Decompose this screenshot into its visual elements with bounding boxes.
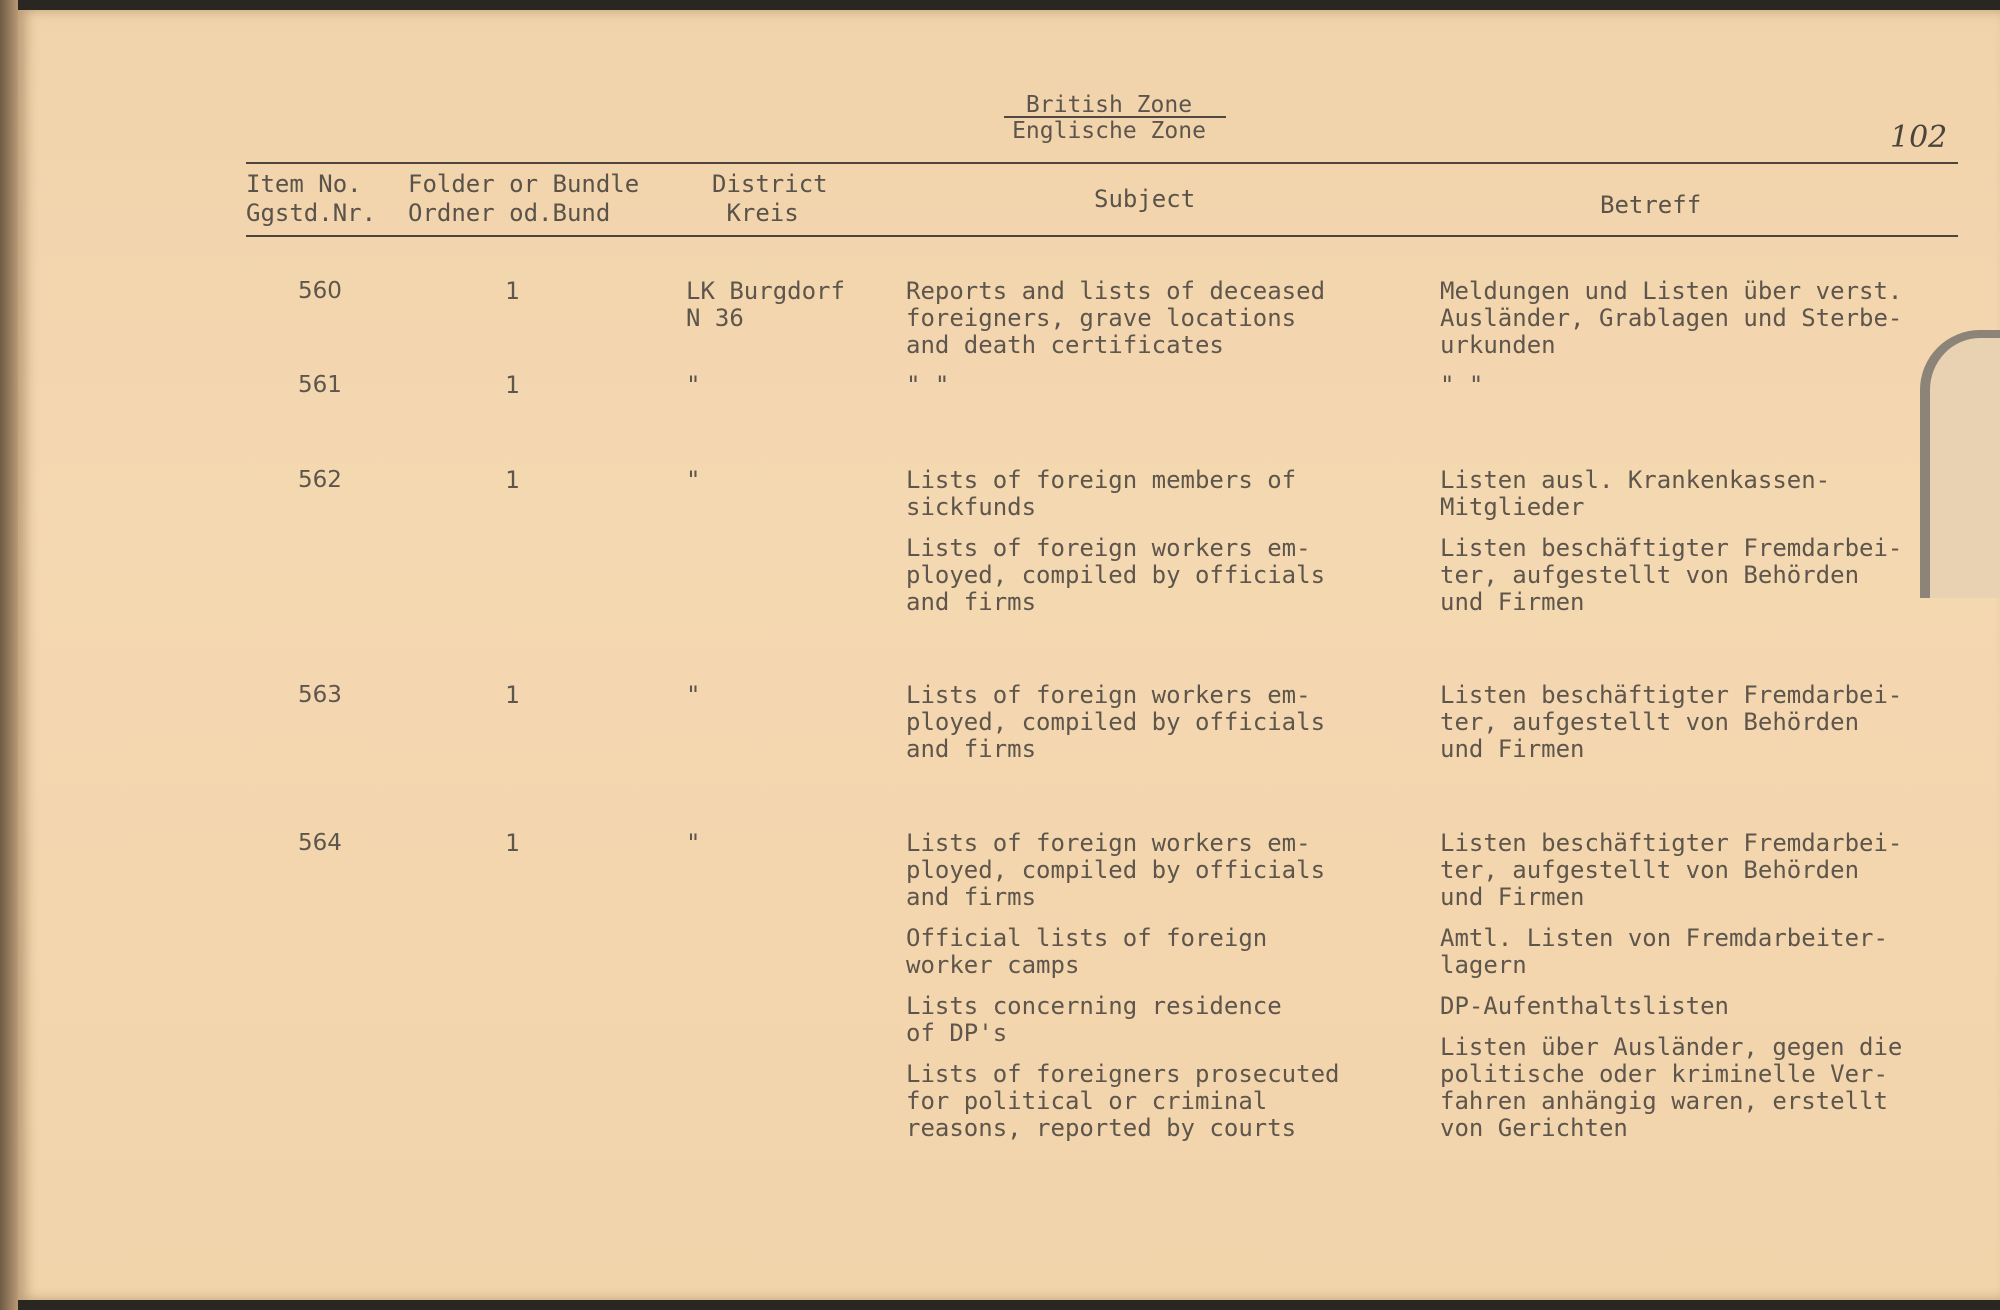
subject-entry: " " (906, 371, 950, 399)
zone-title-en: British Zone (1025, 92, 1193, 118)
col-header-betreff: Betreff (1600, 191, 1702, 219)
district-name: " (686, 466, 701, 494)
district-name: " (686, 371, 701, 399)
page-number: 102 (1890, 120, 1948, 155)
district-name: " (686, 681, 701, 709)
subject-entry: Lists of foreign workers em- ployed, compiled by officials and firms (906, 534, 1326, 616)
col-header-district: District Kreis (712, 170, 828, 227)
district-name: LK Burgdorf N 36 (686, 277, 845, 332)
page-curl (1920, 330, 2000, 598)
subject-entry: Lists of foreign workers em- ployed, compiled by officials and firms (906, 829, 1326, 911)
betreff-entry: Meldungen und Listen über verst. Ausländer, Grablagen und Sterbe- urkunden (1440, 277, 1903, 359)
subject-entry: Reports and lists of deceased foreigners, grave locations and death certificates (906, 277, 1326, 359)
item-number: 561 (298, 372, 342, 398)
item-number: 563 (298, 682, 342, 708)
item-number: 560 (298, 278, 342, 304)
betreff-column (1440, 372, 1960, 413)
betreff-entry: Listen über Ausländer, gegen die politische oder kriminelle Ver- fahren anhängig waren, erstellt von Gerichten (1440, 1033, 1903, 1142)
col-header-subject: Subject (1094, 185, 1196, 213)
folder-count: 1 (505, 681, 520, 709)
betreff-entry: " " (1440, 371, 1484, 399)
subject-entry: Lists of foreign workers em- ployed, compiled by officials and firms (906, 681, 1326, 763)
col-header-folder: Folder or Bundle Ordner od.Bund (408, 170, 640, 227)
betreff-entry: Amtl. Listen von Fremdarbeiter- lagern (1440, 924, 1888, 979)
betreff-entry: Listen ausl. Krankenkassen- Mitglieder (1440, 466, 1831, 521)
folder-count: 1 (505, 277, 520, 305)
betreff-entry: Listen beschäftigter Fremdarbei- ter, aufgestellt von Behörden und Firmen (1440, 534, 1903, 616)
subject-entry: Official lists of foreign worker camps (906, 924, 1268, 979)
subject-column (906, 278, 1426, 373)
betreff-column (1440, 830, 1960, 1156)
book-binding (0, 0, 18, 1310)
betreff-entry: Listen beschäftigter Fremdarbei- ter, aufgestellt von Behörden und Firmen (1440, 681, 1903, 763)
header-top-rule (246, 162, 1958, 164)
folder-count: 1 (505, 829, 520, 857)
subject-entry: Lists of foreign members of sickfunds (906, 466, 1297, 521)
item-number: 562 (298, 467, 342, 493)
col-header-item: Item No. Ggstd.Nr. (246, 170, 377, 227)
folder-count: 1 (505, 371, 520, 399)
subject-column (906, 467, 1426, 630)
betreff-column (1440, 278, 1960, 373)
header-bottom-rule (246, 235, 1958, 237)
document-page (18, 10, 2000, 1300)
subject-column (906, 372, 1426, 413)
betreff-entry: Listen beschäftigter Fremdarbei- ter, aufgestellt von Behörden und Firmen (1440, 829, 1903, 911)
folder-count: 1 (505, 466, 520, 494)
subject-column (906, 682, 1426, 777)
subject-entry: Lists of foreigners prosecuted for political or criminal reasons, reported by courts (906, 1060, 1340, 1142)
subject-entry: Lists concerning residence of DP's (906, 992, 1282, 1047)
subject-column (906, 830, 1426, 1156)
betreff-entry: DP-Aufenthaltslisten (1440, 992, 1729, 1020)
betreff-column (1440, 682, 1960, 777)
item-number: 564 (298, 830, 342, 856)
betreff-column (1440, 467, 1960, 630)
zone-title-de: Englische Zone (1012, 118, 1206, 144)
district-name: " (686, 829, 701, 857)
